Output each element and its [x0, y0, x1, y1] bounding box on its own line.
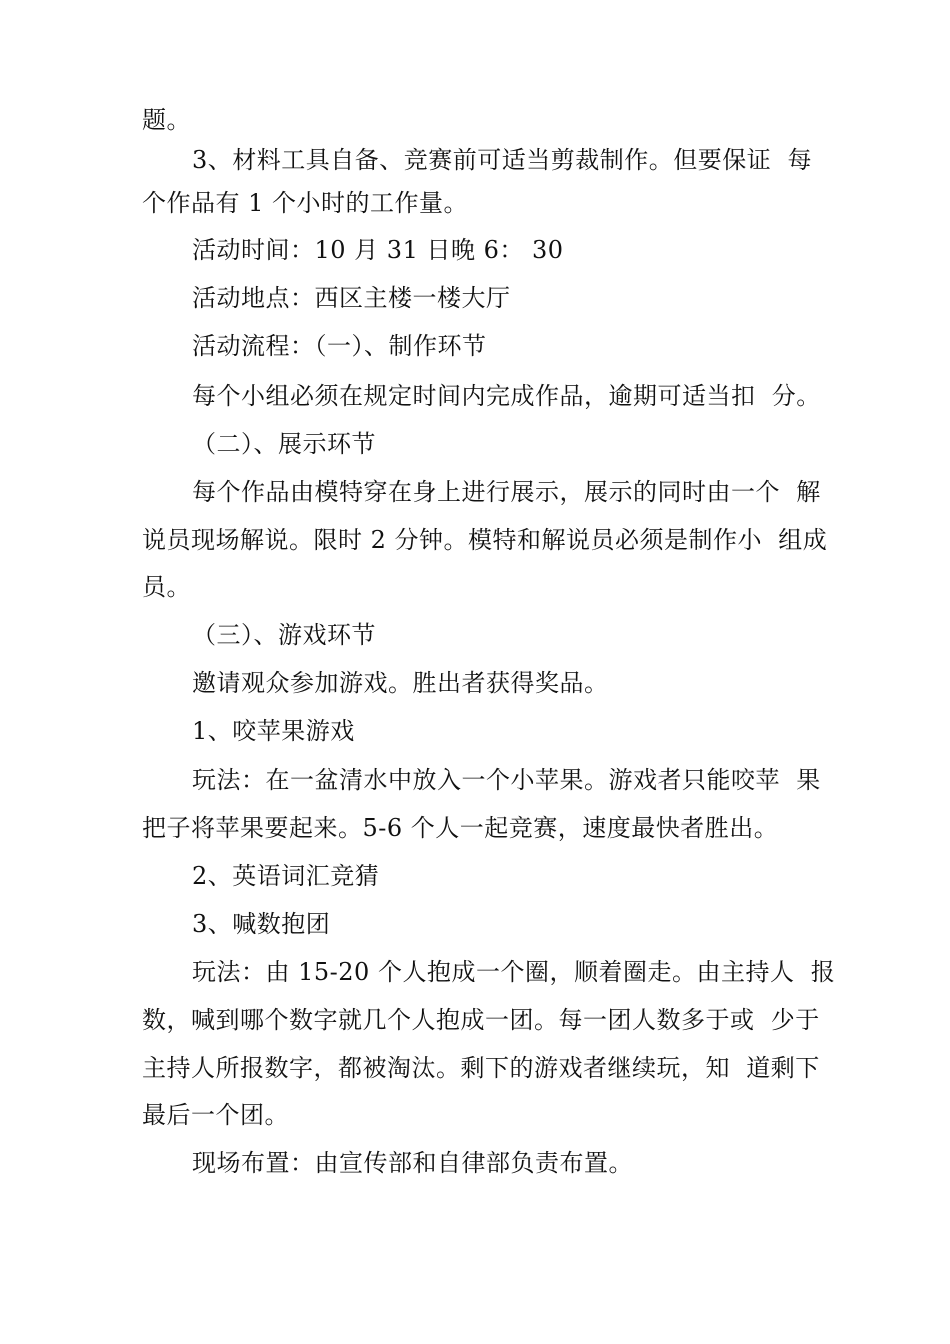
text-line: 个作品有 1 个小时的工作量。	[142, 189, 469, 217]
text-line: 说员现场解说。限时 2 分钟。模特和解说员必须是制作小 组成	[142, 526, 828, 554]
text-line: 2、英语词汇竞猜	[192, 862, 380, 890]
text-line: 活动地点：西区主楼一楼大厅	[192, 284, 511, 312]
text-line: （二）、展示环节	[192, 430, 376, 458]
text-line: 3、喊数抱团	[192, 910, 331, 938]
text-line: 邀请观众参加游戏。胜出者获得奖品。	[192, 669, 609, 697]
text-line: 题。	[142, 106, 191, 134]
text-line: 最后一个团。	[142, 1101, 289, 1129]
text-line: 数，喊到哪个数字就几个人抱成一团。每一团人数多于或 少于	[142, 1006, 820, 1034]
text-line: 现场布置：由宣传部和自律部负责布置。	[192, 1149, 633, 1177]
text-line: 活动时间：10 月 31 日晚 6： 30	[192, 236, 564, 264]
text-line: （三）、游戏环节	[192, 621, 376, 649]
text-line: 1、咬苹果游戏	[192, 717, 355, 745]
text-line: 员。	[142, 573, 191, 601]
text-line: 3、材料工具自备、竞赛前可适当剪裁制作。但要保证 每	[192, 146, 813, 174]
text-line: 活动流程：（一）、制作环节	[192, 332, 487, 360]
text-line: 玩法：在一盆清水中放入一个小苹果。游戏者只能咬苹 果	[192, 766, 821, 794]
text-line: 主持人所报数字，都被淘汰。剩下的游戏者继续玩，知 道剩下	[142, 1054, 820, 1082]
text-line: 每个作品由模特穿在身上进行展示，展示的同时由一个 解	[192, 478, 821, 506]
text-line: 每个小组必须在规定时间内完成作品，逾期可适当扣 分。	[192, 382, 821, 410]
text-line: 玩法：由 15-20 个人抱成一个圈，顺着圈走。由主持人 报	[192, 958, 836, 986]
text-line: 把子将苹果要起来。5-6 个人一起竞赛，速度最快者胜出。	[142, 814, 779, 842]
